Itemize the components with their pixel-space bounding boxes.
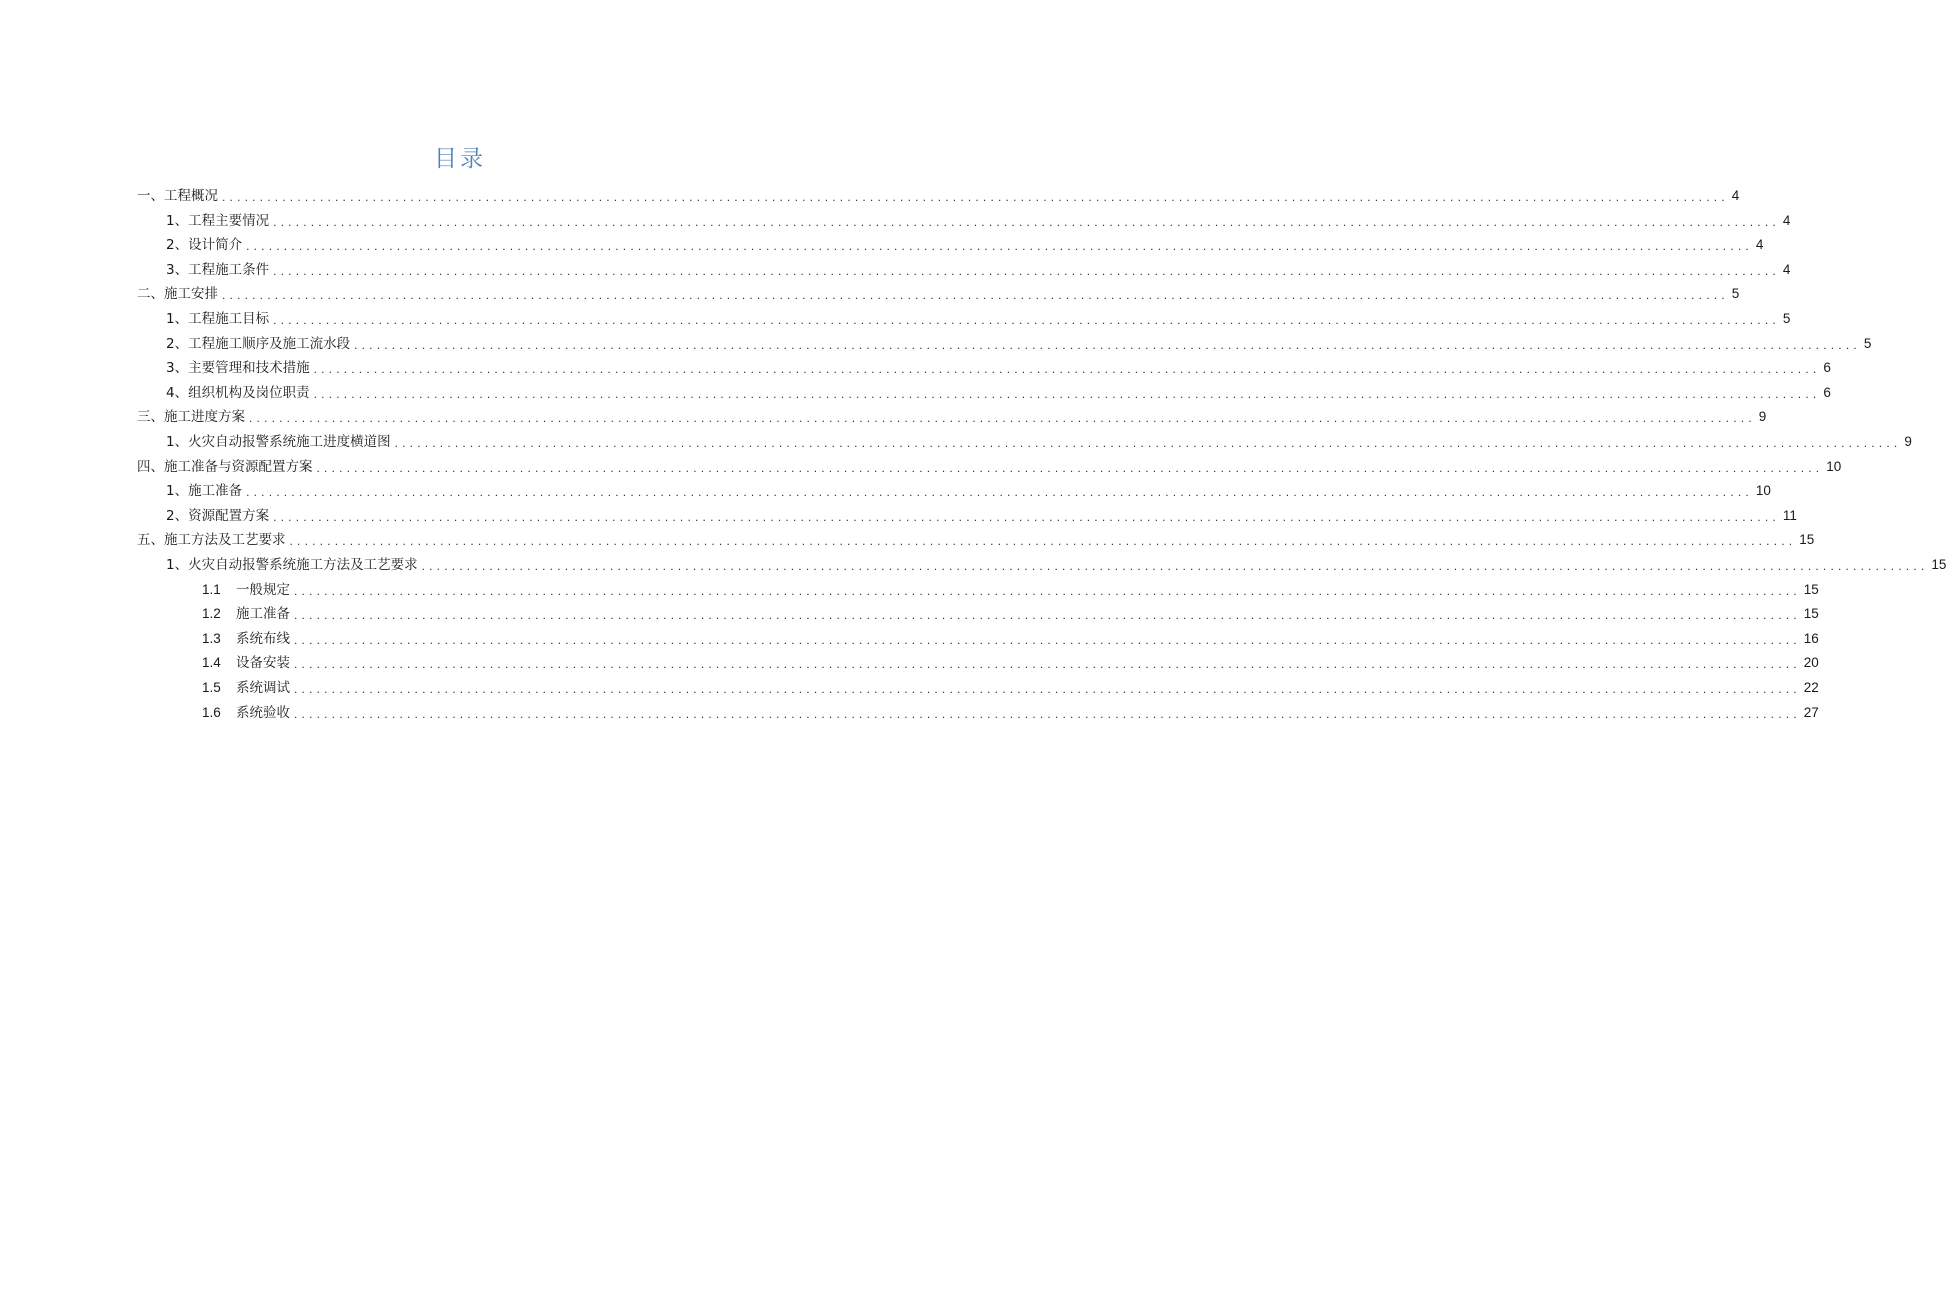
toc-entry[interactable] bbox=[202, 700, 1819, 722]
toc-entry-number: 三 bbox=[137, 409, 151, 426]
toc-entry-number: 1 bbox=[166, 311, 175, 327]
toc-page-number: 9 bbox=[1758, 409, 1767, 425]
toc-page-number: 22 bbox=[1803, 680, 1819, 695]
toc-entry-label: 一般规定 bbox=[236, 581, 290, 598]
toc-page-number: 4 bbox=[1782, 261, 1791, 277]
toc-entry-label: 组织机构及岗位职责 bbox=[188, 384, 310, 401]
toc-entry-number: 1.6 bbox=[202, 704, 221, 720]
toc-entry-number: 1.5 bbox=[202, 680, 221, 695]
toc-entry[interactable] bbox=[202, 675, 1819, 697]
toc-entry-label: 施工进度方案 bbox=[164, 409, 245, 426]
toc-entry[interactable] bbox=[202, 626, 1819, 648]
toc-entry[interactable] bbox=[166, 355, 1831, 377]
toc-entry[interactable] bbox=[166, 503, 1797, 525]
toc-entry[interactable] bbox=[166, 257, 1791, 279]
toc-page-number: 20 bbox=[1803, 655, 1819, 671]
toc-entry[interactable] bbox=[202, 577, 1819, 599]
toc-entry[interactable] bbox=[166, 478, 1771, 500]
toc-page-number: 4 bbox=[1755, 237, 1764, 253]
toc-entry[interactable] bbox=[137, 281, 1740, 303]
toc-entry-separator: 、 bbox=[174, 483, 189, 500]
toc-entry-label: 工程施工条件 bbox=[188, 261, 270, 278]
toc-dot-leader: ........................................................................................................................................................................................................ bbox=[294, 706, 1801, 721]
toc-entry-number: 4 bbox=[166, 384, 175, 401]
toc-entry-label: 工程施工目标 bbox=[188, 311, 270, 327]
toc-entry-separator: 、 bbox=[150, 409, 164, 426]
toc-dot-leader: ........................................................................................................................................................................................................ bbox=[246, 485, 1753, 500]
toc-entry-number: 1 bbox=[166, 434, 175, 450]
toc-entry[interactable] bbox=[166, 232, 1764, 254]
toc-entry-separator: 、 bbox=[150, 532, 164, 549]
toc-entry-number: 1.3 bbox=[202, 630, 221, 646]
toc-entry-label: 施工准备 bbox=[236, 606, 290, 623]
toc-page-number: 4 bbox=[1782, 212, 1791, 228]
toc-dot-leader: ........................................................................................................................................................................................................ bbox=[316, 460, 1824, 475]
toc-page-number: 15 bbox=[1803, 581, 1819, 597]
toc-entry-label: 施工安排 bbox=[164, 286, 218, 303]
toc-entry-separator: 、 bbox=[174, 360, 189, 377]
toc-dot-leader: ........................................................................................................................................................................................................ bbox=[294, 583, 1801, 598]
toc-dot-leader: ........................................................................................................................................................................................................ bbox=[394, 436, 1902, 450]
toc-page-number: 11 bbox=[1782, 507, 1797, 523]
toc-page-number: 15 bbox=[1931, 557, 1946, 572]
toc-entry[interactable] bbox=[202, 650, 1819, 672]
toc-entry[interactable] bbox=[137, 183, 1740, 205]
toc-entry-label: 火灾自动报警系统施工方法及工艺要求 bbox=[188, 557, 418, 573]
toc-entry-number: 一 bbox=[137, 188, 151, 204]
toc-entry-number: 3 bbox=[166, 261, 175, 278]
toc-entry-label: 系统验收 bbox=[236, 704, 290, 721]
toc-dot-leader: ........................................................................................................................................................................................................ bbox=[246, 239, 1753, 254]
toc-entry-number: 2 bbox=[166, 237, 175, 254]
toc-page-number: 6 bbox=[1823, 360, 1831, 376]
toc-entry[interactable] bbox=[166, 331, 1872, 353]
toc-page-number: 16 bbox=[1803, 630, 1819, 646]
toc-entry-number: 1 bbox=[166, 212, 175, 229]
toc-entry-label: 工程主要情况 bbox=[188, 212, 270, 229]
toc-entry-separator: 、 bbox=[174, 434, 189, 450]
toc-dot-leader: ........................................................................................................................................................................................................ bbox=[222, 190, 1729, 204]
toc-entry-label: 施工准备与资源配置方案 bbox=[164, 458, 313, 475]
toc-dot-leader: ........................................................................................................................................................................................................ bbox=[273, 509, 1780, 524]
toc-dot-leader: ........................................................................................................................................................................................................ bbox=[354, 337, 1861, 352]
toc-dot-leader: ........................................................................................................................................................................................................ bbox=[294, 632, 1801, 647]
toc-page-number: 5 bbox=[1863, 335, 1872, 351]
toc-entry-separator: 、 bbox=[174, 212, 189, 229]
toc-entry-number: 四 bbox=[137, 458, 151, 475]
toc-entry-number: 1 bbox=[166, 557, 175, 573]
toc-entry-label: 施工方法及工艺要求 bbox=[164, 532, 286, 549]
toc-dot-leader: ........................................................................................................................................................................................................ bbox=[289, 534, 1797, 549]
toc-entry-number: 1.1 bbox=[202, 581, 221, 597]
toc-entry-label: 火灾自动报警系统施工进度横道图 bbox=[188, 434, 391, 450]
toc-entry-label: 工程施工顺序及施工流水段 bbox=[188, 335, 351, 352]
toc-entry[interactable] bbox=[166, 380, 1831, 402]
toc-entry[interactable] bbox=[137, 454, 1842, 476]
toc-entry-label: 设备安装 bbox=[236, 655, 290, 672]
toc-entry[interactable] bbox=[166, 208, 1791, 230]
toc-entry-label: 施工准备 bbox=[188, 483, 243, 500]
toc-entry-label: 系统调试 bbox=[236, 680, 290, 696]
toc-page-number: 5 bbox=[1782, 311, 1791, 326]
toc-dot-leader: ........................................................................................................................................................................................................ bbox=[273, 313, 1780, 327]
toc-entry-separator: 、 bbox=[150, 286, 164, 303]
toc-entry-separator: 、 bbox=[174, 237, 189, 254]
toc-page-number: 15 bbox=[1803, 606, 1819, 622]
toc-page-number: 5 bbox=[1731, 286, 1740, 302]
toc-page-number: 10 bbox=[1755, 483, 1771, 499]
toc-entry-separator: 、 bbox=[174, 311, 189, 327]
toc-entry-label: 主要管理和技术措施 bbox=[188, 360, 310, 377]
toc-dot-leader: ........................................................................................................................................................................................................ bbox=[249, 411, 1756, 426]
toc-dot-leader: ........................................................................................................................................................................................................ bbox=[273, 263, 1780, 278]
toc-entry-separator: 、 bbox=[174, 507, 189, 524]
toc-entry[interactable] bbox=[137, 404, 1767, 426]
toc-entry-separator: 、 bbox=[150, 188, 164, 204]
toc-page-number: 10 bbox=[1826, 458, 1842, 474]
toc-entry-separator: 、 bbox=[174, 335, 189, 352]
toc-page-number: 9 bbox=[1904, 434, 1912, 449]
toc-title: 目录 bbox=[434, 146, 486, 172]
toc-entry[interactable] bbox=[166, 552, 1946, 574]
toc-entry-number: 2 bbox=[166, 507, 175, 524]
toc-entry-label: 资源配置方案 bbox=[188, 507, 270, 524]
toc-entry-separator: 、 bbox=[174, 261, 189, 278]
toc-entry-number: 2 bbox=[166, 335, 175, 352]
toc-dot-leader: ........................................................................................................................................................................................................ bbox=[313, 386, 1821, 401]
toc-entry-separator: 、 bbox=[174, 557, 189, 573]
toc-dot-leader: ........................................................................................................................................................................................................ bbox=[313, 362, 1821, 377]
toc-entry-separator: 、 bbox=[150, 458, 164, 475]
toc-entry-label: 工程概况 bbox=[164, 188, 218, 204]
toc-dot-leader: ........................................................................................................................................................................................................ bbox=[294, 657, 1801, 672]
toc-entry-number: 3 bbox=[166, 360, 175, 377]
toc-entry[interactable] bbox=[166, 429, 1912, 451]
toc-entry-number: 五 bbox=[137, 532, 151, 549]
toc-page-number: 15 bbox=[1799, 532, 1815, 548]
toc-entry-number: 1.4 bbox=[202, 655, 221, 671]
toc-entry[interactable] bbox=[137, 527, 1815, 549]
toc-entry[interactable] bbox=[202, 601, 1819, 623]
toc-page-number: 27 bbox=[1803, 704, 1819, 720]
toc-entry[interactable] bbox=[166, 306, 1791, 328]
toc-entry-label: 系统布线 bbox=[236, 630, 290, 647]
toc-dot-leader: ........................................................................................................................................................................................................ bbox=[222, 288, 1729, 303]
toc-dot-leader: ........................................................................................................................................................................................................ bbox=[294, 682, 1801, 696]
toc-entry-number: 1 bbox=[166, 483, 175, 500]
toc-dot-leader: ........................................................................................................................................................................................................ bbox=[421, 559, 1929, 573]
toc-entry-label: 设计简介 bbox=[188, 237, 243, 254]
toc-page-number: 6 bbox=[1823, 384, 1831, 400]
toc-entry-number: 二 bbox=[137, 286, 151, 303]
toc-dot-leader: ........................................................................................................................................................................................................ bbox=[273, 214, 1780, 229]
toc-dot-leader: ........................................................................................................................................................................................................ bbox=[294, 608, 1801, 623]
toc-page-number: 4 bbox=[1731, 188, 1740, 203]
toc-entry-separator: 、 bbox=[174, 384, 189, 401]
toc-entry-number: 1.2 bbox=[202, 606, 221, 622]
